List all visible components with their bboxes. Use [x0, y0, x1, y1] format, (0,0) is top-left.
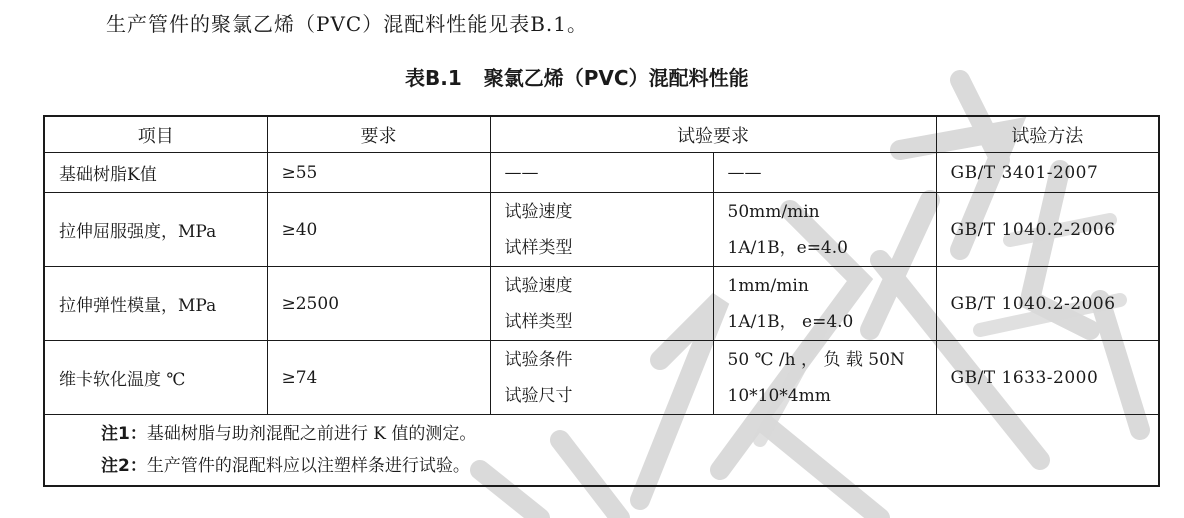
cell-requirement: ≥40 — [267, 193, 490, 267]
cell-item: 拉伸弹性模量，MPa — [44, 267, 267, 341]
condition-label: 试样类型 — [504, 311, 573, 332]
condition-value: 1A/1B， e=4.0 — [727, 311, 854, 332]
note-label: 注1： — [101, 424, 147, 444]
table-row — [44, 193, 1159, 267]
table-notes — [44, 415, 1159, 487]
cell-condition-value: —— — [713, 153, 936, 193]
condition-label: 试验尺寸 — [504, 385, 573, 406]
cell-method: GB/T 1040.2-2006 — [936, 267, 1159, 341]
table-row — [44, 153, 1159, 193]
header-test-requirement: 试验要求 — [490, 116, 936, 153]
cell-method: GB/T 1633-2000 — [936, 341, 1159, 415]
table-row — [44, 341, 1159, 415]
cell-condition-labels — [490, 341, 713, 415]
table-header-row — [44, 116, 1159, 153]
pvc-properties-table — [43, 115, 1160, 487]
cell-method: GB/T 3401-2007 — [936, 153, 1159, 193]
condition-value: 50mm/min — [727, 201, 820, 222]
condition-value: 1A/1B，e=4.0 — [727, 237, 848, 258]
condition-label: 试验速度 — [504, 275, 573, 296]
table-caption — [405, 62, 749, 91]
note-label: 注2： — [101, 456, 147, 476]
header-test-method: 试验方法 — [936, 116, 1159, 153]
cell-condition-values — [713, 193, 936, 267]
notes-row — [44, 415, 1159, 487]
cell-requirement: ≥55 — [267, 153, 490, 193]
note-text: 生产管件的混配料应以注塑样条进行试验。 — [146, 456, 470, 476]
table-row — [44, 267, 1159, 341]
note-2 — [101, 450, 1144, 482]
note-text: 基础树脂与助剂混配之前进行 K 值的测定。 — [146, 424, 477, 444]
cell-condition-labels — [490, 267, 713, 341]
condition-label: 试样类型 — [504, 237, 573, 258]
cell-requirement: ≥74 — [267, 341, 490, 415]
table-title: 聚氯乙烯（PVC）混配料性能 — [483, 66, 749, 90]
cell-requirement: ≥2500 — [267, 267, 490, 341]
cell-item: 基础树脂K值 — [44, 153, 267, 193]
table-number: 表B.1 — [405, 66, 462, 90]
cell-condition-labels — [490, 193, 713, 267]
condition-value: 10*10*4mm — [727, 385, 831, 406]
cell-condition-values — [713, 341, 936, 415]
condition-value: 1mm/min — [727, 275, 809, 296]
header-item: 项目 — [44, 116, 267, 153]
cell-item: 维卡软化温度 ℃ — [44, 341, 267, 415]
condition-label: 试验条件 — [504, 349, 573, 370]
intro-text: 生产管件的聚氯乙烯（PVC）混配料性能见表B.1。 — [106, 12, 588, 36]
condition-label: 试验速度 — [504, 201, 573, 222]
condition-value: 50 ℃ /h ， 负 载 50N — [727, 349, 905, 370]
header-requirement: 要求 — [267, 116, 490, 153]
cell-item: 拉伸屈服强度，MPa — [44, 193, 267, 267]
cell-condition-label: —— — [490, 153, 713, 193]
cell-method: GB/T 1040.2-2006 — [936, 193, 1159, 267]
note-1 — [101, 418, 1144, 450]
cell-condition-values — [713, 267, 936, 341]
